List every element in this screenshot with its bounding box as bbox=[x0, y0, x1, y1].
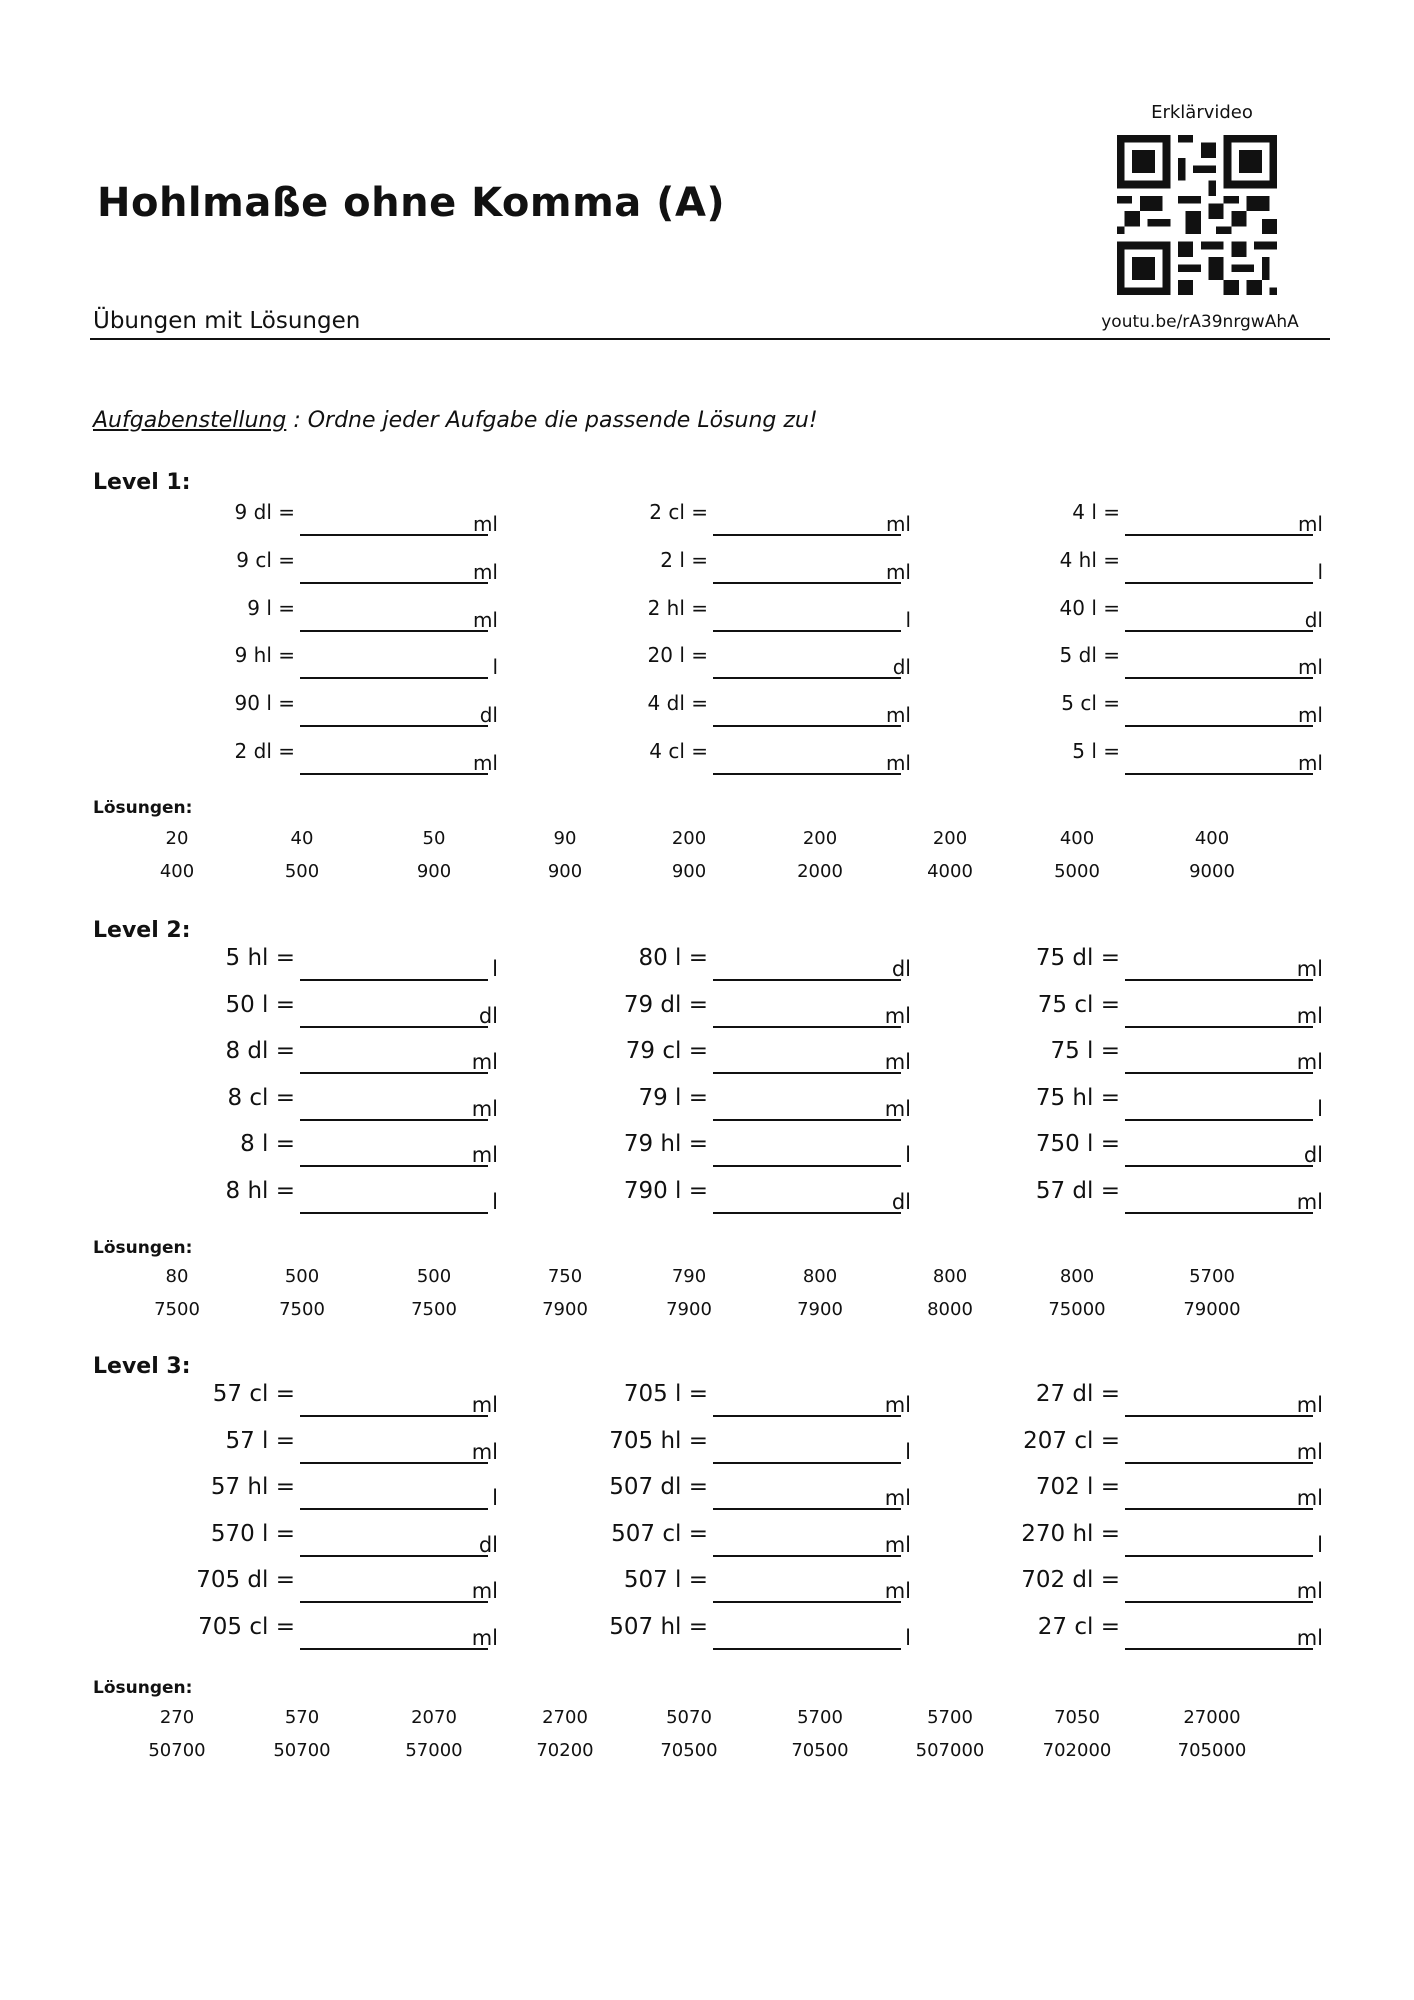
level-heading: Level 2: bbox=[93, 918, 191, 943]
exercise-item bbox=[920, 1428, 1323, 1468]
answer-unit: ml bbox=[1296, 1050, 1323, 1074]
exercise-item bbox=[508, 691, 911, 731]
exercise-item bbox=[95, 596, 498, 636]
exercise-question: 75 hl = bbox=[1035, 1085, 1120, 1111]
answer-unit: ml bbox=[885, 703, 911, 727]
exercise-item bbox=[920, 1474, 1323, 1514]
solution-value: 800 bbox=[1059, 1266, 1095, 1287]
exercise-question: 507 hl = bbox=[609, 1614, 708, 1640]
exercise-question: 5 l = bbox=[1072, 739, 1120, 763]
exercise-item bbox=[920, 500, 1323, 540]
answer-unit: ml bbox=[471, 1626, 498, 1650]
solution-value: 900 bbox=[671, 861, 707, 882]
header-divider bbox=[90, 338, 1330, 340]
exercise-question: 9 l = bbox=[247, 596, 295, 620]
qr-code-icon[interactable] bbox=[1112, 135, 1282, 295]
answer-unit: dl bbox=[891, 1190, 911, 1214]
answer-unit: ml bbox=[472, 751, 498, 775]
answer-unit: l bbox=[492, 957, 498, 981]
solutions-heading: Lösungen: bbox=[93, 798, 193, 818]
answer-unit: dl bbox=[478, 1533, 498, 1557]
solution-value: 75000 bbox=[1048, 1299, 1106, 1320]
solution-value: 2070 bbox=[411, 1707, 457, 1728]
answer-unit: ml bbox=[884, 1004, 911, 1028]
answer-unit: ml bbox=[885, 751, 911, 775]
solution-value: 27000 bbox=[1183, 1707, 1241, 1728]
solution-value: 800 bbox=[932, 1266, 968, 1287]
solution-value: 5700 bbox=[927, 1707, 973, 1728]
answer-unit: l bbox=[492, 1190, 498, 1214]
solution-value: 790 bbox=[671, 1266, 707, 1287]
exercise-question: 705 hl = bbox=[609, 1428, 708, 1454]
answer-unit: ml bbox=[884, 1050, 911, 1074]
answer-unit: l bbox=[492, 1486, 498, 1510]
solution-value: 70500 bbox=[791, 1740, 849, 1761]
exercise-question: 705 dl = bbox=[196, 1567, 295, 1593]
solution-value: 507000 bbox=[915, 1740, 985, 1761]
exercise-item bbox=[508, 945, 911, 985]
exercise-question: 79 hl = bbox=[623, 1131, 708, 1157]
answer-unit: ml bbox=[884, 1486, 911, 1510]
exercise-question: 75 dl = bbox=[1035, 945, 1120, 971]
exercise-question: 40 l = bbox=[1059, 596, 1120, 620]
exercise-question: 8 hl = bbox=[225, 1178, 295, 1204]
answer-unit: dl bbox=[479, 703, 498, 727]
exercise-item bbox=[508, 548, 911, 588]
exercise-item bbox=[508, 1131, 911, 1171]
worksheet-subtitle: Übungen mit Lösungen bbox=[93, 308, 361, 334]
solution-value: 7900 bbox=[542, 1299, 588, 1320]
exercise-item bbox=[508, 1567, 911, 1607]
exercise-question: 57 l = bbox=[225, 1428, 295, 1454]
solution-value: 702000 bbox=[1042, 1740, 1112, 1761]
answer-unit: l bbox=[1317, 560, 1323, 584]
exercise-item bbox=[95, 1567, 498, 1607]
exercise-item bbox=[920, 1521, 1323, 1561]
exercise-item bbox=[95, 548, 498, 588]
exercise-item bbox=[95, 691, 498, 731]
solution-value: 400 bbox=[159, 861, 195, 882]
answer-unit: ml bbox=[885, 512, 911, 536]
exercise-question: 8 cl = bbox=[227, 1085, 295, 1111]
exercise-question: 80 l = bbox=[638, 945, 708, 971]
solution-value: 500 bbox=[284, 1266, 320, 1287]
solution-value: 90 bbox=[553, 828, 577, 849]
exercise-item bbox=[95, 1038, 498, 1078]
exercise-question: 702 l = bbox=[1035, 1474, 1120, 1500]
solution-value: 500 bbox=[416, 1266, 452, 1287]
exercise-item bbox=[95, 1614, 498, 1654]
solution-value: 50 bbox=[422, 828, 446, 849]
solution-value: 200 bbox=[671, 828, 707, 849]
answer-unit: ml bbox=[471, 1143, 498, 1167]
exercise-item bbox=[95, 1474, 498, 1514]
exercise-question: 20 l = bbox=[647, 643, 708, 667]
exercise-item bbox=[920, 643, 1323, 683]
solution-value: 7500 bbox=[411, 1299, 457, 1320]
solution-value: 40 bbox=[290, 828, 314, 849]
solution-value: 400 bbox=[1059, 828, 1095, 849]
exercise-item bbox=[508, 1614, 911, 1654]
exercise-question: 4 hl = bbox=[1059, 548, 1120, 572]
solution-value: 7500 bbox=[279, 1299, 325, 1320]
answer-unit: ml bbox=[1296, 1486, 1323, 1510]
solution-value: 20 bbox=[165, 828, 189, 849]
exercise-question: 5 hl = bbox=[225, 945, 295, 971]
exercise-question: 8 dl = bbox=[225, 1038, 295, 1064]
exercise-question: 5 dl = bbox=[1059, 643, 1120, 667]
exercise-item bbox=[95, 1085, 498, 1125]
answer-unit: ml bbox=[472, 560, 498, 584]
level-heading: Level 1: bbox=[93, 470, 191, 495]
exercise-question: 790 l = bbox=[623, 1178, 708, 1204]
exercise-item bbox=[508, 1428, 911, 1468]
worksheet-title: Hohlmaße ohne Komma (A) bbox=[97, 180, 726, 226]
solution-value: 50700 bbox=[148, 1740, 206, 1761]
answer-unit: ml bbox=[471, 1097, 498, 1121]
exercise-item bbox=[95, 945, 498, 985]
answer-unit: ml bbox=[1296, 1626, 1323, 1650]
answer-unit: l bbox=[905, 1626, 911, 1650]
exercise-question: 4 l = bbox=[1072, 500, 1120, 524]
answer-unit: ml bbox=[1296, 1440, 1323, 1464]
answer-unit: dl bbox=[1303, 1143, 1323, 1167]
answer-unit: l bbox=[1317, 1097, 1323, 1121]
exercise-item bbox=[920, 596, 1323, 636]
solution-value: 500 bbox=[284, 861, 320, 882]
exercise-question: 9 dl = bbox=[234, 500, 295, 524]
exercise-item bbox=[508, 1474, 911, 1514]
solution-value: 270 bbox=[159, 1707, 195, 1728]
solution-value: 8000 bbox=[927, 1299, 973, 1320]
answer-unit: l bbox=[1317, 1533, 1323, 1557]
answer-unit: ml bbox=[1296, 1190, 1323, 1214]
exercise-question: 4 dl = bbox=[647, 691, 708, 715]
exercise-item bbox=[95, 1178, 498, 1218]
exercise-item bbox=[920, 1381, 1323, 1421]
exercise-question: 27 dl = bbox=[1035, 1381, 1120, 1407]
exercise-question: 5 cl = bbox=[1061, 691, 1120, 715]
instruction-label: Aufgabenstellung bbox=[93, 408, 287, 433]
answer-unit: dl bbox=[478, 1004, 498, 1028]
answer-unit: ml bbox=[472, 608, 498, 632]
exercise-question: 570 l = bbox=[210, 1521, 295, 1547]
exercise-question: 207 cl = bbox=[1023, 1428, 1120, 1454]
exercise-question: 90 l = bbox=[234, 691, 295, 715]
solution-value: 7900 bbox=[797, 1299, 843, 1320]
exercise-item bbox=[508, 992, 911, 1032]
solution-value: 750 bbox=[547, 1266, 583, 1287]
exercise-question: 2 cl = bbox=[649, 500, 708, 524]
exercise-question: 2 hl = bbox=[647, 596, 708, 620]
solution-value: 705000 bbox=[1177, 1740, 1247, 1761]
answer-unit: ml bbox=[884, 1097, 911, 1121]
exercise-item bbox=[95, 992, 498, 1032]
exercise-question: 4 cl = bbox=[649, 739, 708, 763]
answer-unit: l bbox=[905, 1143, 911, 1167]
exercise-question: 75 cl = bbox=[1037, 992, 1120, 1018]
answer-unit: dl bbox=[891, 957, 911, 981]
solution-value: 7500 bbox=[154, 1299, 200, 1320]
answer-unit: dl bbox=[892, 655, 911, 679]
solution-value: 900 bbox=[416, 861, 452, 882]
exercise-item bbox=[920, 1038, 1323, 1078]
exercise-question: 2 l = bbox=[660, 548, 708, 572]
solution-value: 400 bbox=[1194, 828, 1230, 849]
exercise-question: 9 hl = bbox=[234, 643, 295, 667]
solution-value: 5000 bbox=[1054, 861, 1100, 882]
solution-value: 9000 bbox=[1189, 861, 1235, 882]
exercise-question: 705 cl = bbox=[198, 1614, 295, 1640]
exercise-item bbox=[920, 739, 1323, 779]
exercise-question: 2 dl = bbox=[234, 739, 295, 763]
solution-value: 5070 bbox=[666, 1707, 712, 1728]
solution-value: 200 bbox=[802, 828, 838, 849]
exercise-item bbox=[95, 739, 498, 779]
answer-unit: ml bbox=[884, 1579, 911, 1603]
solution-value: 50700 bbox=[273, 1740, 331, 1761]
solution-value: 57000 bbox=[405, 1740, 463, 1761]
exercise-question: 507 cl = bbox=[611, 1521, 708, 1547]
solution-value: 4000 bbox=[927, 861, 973, 882]
exercise-item bbox=[920, 1131, 1323, 1171]
answer-unit: ml bbox=[1296, 1393, 1323, 1417]
exercise-item bbox=[508, 643, 911, 683]
solution-value: 570 bbox=[284, 1707, 320, 1728]
solution-value: 2000 bbox=[797, 861, 843, 882]
exercise-item bbox=[95, 643, 498, 683]
answer-unit: ml bbox=[884, 1393, 911, 1417]
exercise-item bbox=[920, 1614, 1323, 1654]
exercise-item bbox=[508, 596, 911, 636]
answer-unit: ml bbox=[1297, 512, 1323, 536]
task-instruction bbox=[93, 408, 818, 433]
exercise-item bbox=[508, 1038, 911, 1078]
exercise-question: 750 l = bbox=[1035, 1131, 1120, 1157]
solution-value: 200 bbox=[932, 828, 968, 849]
exercise-item bbox=[920, 548, 1323, 588]
exercise-item bbox=[508, 1521, 911, 1561]
exercise-item bbox=[95, 1428, 498, 1468]
answer-unit: ml bbox=[1296, 1579, 1323, 1603]
exercise-item bbox=[508, 1381, 911, 1421]
exercise-item bbox=[95, 1381, 498, 1421]
exercise-question: 75 l = bbox=[1050, 1038, 1120, 1064]
exercise-question: 27 cl = bbox=[1037, 1614, 1120, 1640]
exercise-item bbox=[920, 1567, 1323, 1607]
solution-value: 70200 bbox=[536, 1740, 594, 1761]
instruction-text: : Ordne jeder Aufgabe die passende Lösung zu! bbox=[286, 408, 818, 433]
exercise-item bbox=[920, 691, 1323, 731]
exercise-item bbox=[508, 1085, 911, 1125]
solution-value: 2700 bbox=[542, 1707, 588, 1728]
video-link[interactable]: youtu.be/rA39nrgwAhA bbox=[1101, 312, 1299, 332]
qr-label: Erklärvideo bbox=[1151, 102, 1253, 123]
exercise-item bbox=[508, 1178, 911, 1218]
exercise-question: 9 cl = bbox=[236, 548, 295, 572]
solution-value: 80 bbox=[165, 1266, 189, 1287]
exercise-item bbox=[95, 1521, 498, 1561]
exercise-question: 270 hl = bbox=[1021, 1521, 1120, 1547]
answer-unit: ml bbox=[1296, 1004, 1323, 1028]
answer-unit: ml bbox=[472, 512, 498, 536]
answer-unit: ml bbox=[471, 1393, 498, 1417]
solution-value: 900 bbox=[547, 861, 583, 882]
answer-unit: ml bbox=[885, 560, 911, 584]
exercise-question: 57 hl = bbox=[210, 1474, 295, 1500]
answer-unit: ml bbox=[884, 1533, 911, 1557]
exercise-question: 79 dl = bbox=[623, 992, 708, 1018]
answer-unit: ml bbox=[471, 1579, 498, 1603]
exercise-item bbox=[508, 739, 911, 779]
exercise-question: 8 l = bbox=[240, 1131, 295, 1157]
exercise-question: 507 dl = bbox=[609, 1474, 708, 1500]
exercise-question: 79 cl = bbox=[625, 1038, 708, 1064]
exercise-question: 507 l = bbox=[623, 1567, 708, 1593]
solution-value: 5700 bbox=[797, 1707, 843, 1728]
exercise-item bbox=[920, 992, 1323, 1032]
exercise-item bbox=[508, 500, 911, 540]
answer-unit: l bbox=[905, 608, 911, 632]
level-heading: Level 3: bbox=[93, 1354, 191, 1379]
exercise-question: 57 cl = bbox=[212, 1381, 295, 1407]
exercise-question: 50 l = bbox=[225, 992, 295, 1018]
exercise-item bbox=[920, 1178, 1323, 1218]
answer-unit: ml bbox=[1296, 957, 1323, 981]
exercise-question: 702 dl = bbox=[1021, 1567, 1120, 1593]
exercise-question: 79 l = bbox=[638, 1085, 708, 1111]
answer-unit: l bbox=[492, 655, 498, 679]
solution-value: 800 bbox=[802, 1266, 838, 1287]
answer-unit: ml bbox=[1297, 703, 1323, 727]
solutions-heading: Lösungen: bbox=[93, 1678, 193, 1698]
exercise-question: 705 l = bbox=[623, 1381, 708, 1407]
solution-value: 7900 bbox=[666, 1299, 712, 1320]
solution-value: 7050 bbox=[1054, 1707, 1100, 1728]
answer-unit: dl bbox=[1304, 608, 1323, 632]
answer-unit: ml bbox=[1297, 751, 1323, 775]
answer-unit: ml bbox=[471, 1050, 498, 1074]
solution-value: 79000 bbox=[1183, 1299, 1241, 1320]
exercise-question: 57 dl = bbox=[1035, 1178, 1120, 1204]
answer-unit: l bbox=[905, 1440, 911, 1464]
solution-value: 70500 bbox=[660, 1740, 718, 1761]
answer-unit: ml bbox=[471, 1440, 498, 1464]
answer-unit: ml bbox=[1297, 655, 1323, 679]
exercise-item bbox=[920, 945, 1323, 985]
solutions-heading: Lösungen: bbox=[93, 1238, 193, 1258]
exercise-item bbox=[95, 500, 498, 540]
exercise-item bbox=[95, 1131, 498, 1171]
solution-value: 5700 bbox=[1189, 1266, 1235, 1287]
exercise-item bbox=[920, 1085, 1323, 1125]
